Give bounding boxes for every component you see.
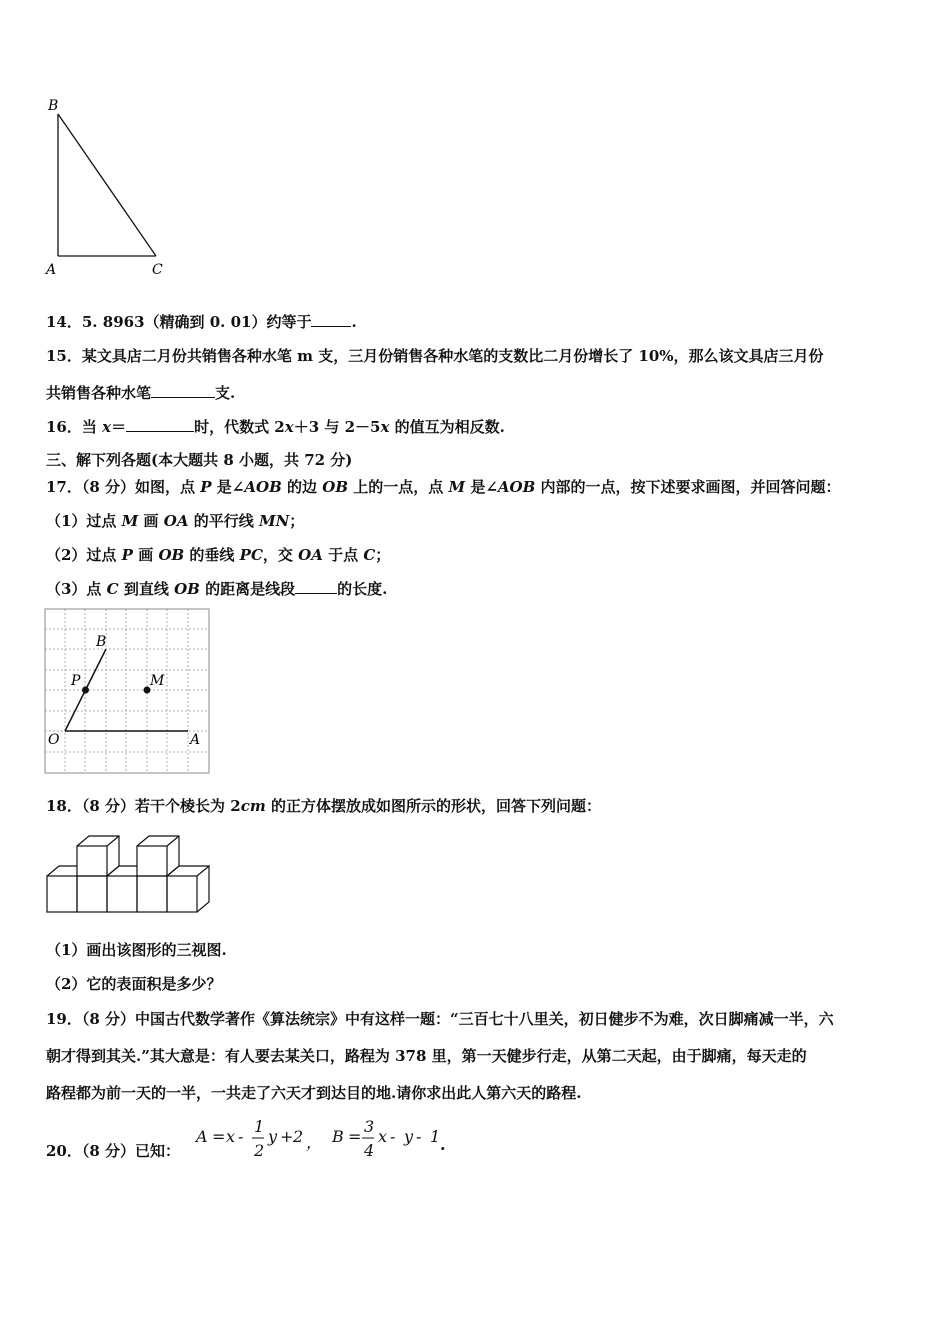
q17-head-b: 是∠ (216, 478, 245, 496)
q18-head-a: 18．（8 分）若干个棱长为 2 (46, 797, 241, 815)
q17-s1-mn: MN (258, 512, 290, 530)
q17-m: M (448, 478, 466, 496)
q17-s3-c: 的距离是线段 (205, 580, 296, 598)
question-15-line2 (46, 382, 235, 403)
q17-s3-cpt: C (106, 580, 119, 598)
q20-minus-2: - (390, 1127, 396, 1146)
question-18-step2: （2）它的表面积是多少？ (46, 975, 222, 993)
question-15-line1: 15．某文具店二月份共销售各种水笔 m 支，三月份销售各种水笔的支数比二月份增长了 10%，那么该文具店三月份 (46, 347, 824, 365)
q17-s1-c: 的平行线 (193, 512, 254, 530)
q17-s1-m: M (121, 512, 139, 530)
question-14 (46, 311, 357, 332)
q14-blank (311, 312, 351, 327)
grid-label-m: M (150, 673, 165, 689)
q17-head-d: 上的一点，点 (353, 478, 444, 496)
question-18-head (46, 795, 601, 816)
q15-pre: 共销售各种水笔 (46, 384, 152, 402)
q20-eq-1: = (212, 1127, 226, 1146)
q16-eq: ＝ (111, 418, 127, 436)
grid-label-o: O (48, 732, 60, 748)
q20-frac1-den: 2 (254, 1141, 265, 1160)
q16-mid2: ＋3 与 2－5 (293, 418, 381, 436)
q20-plus: + (280, 1127, 294, 1146)
q20-frac2-num: 3 (364, 1118, 375, 1136)
q15-post: 支. (215, 384, 236, 402)
question-17-head (46, 476, 841, 497)
q20-formula (192, 1118, 462, 1166)
q20-a-x: x (226, 1127, 236, 1146)
q20-a-const: 2 (293, 1127, 304, 1146)
q17-aob: AOB (244, 478, 282, 496)
q20-b-lhs: B (332, 1127, 344, 1146)
cubes-figure (44, 834, 220, 918)
q17-s2-oa: OA (298, 546, 323, 564)
q18-head-b: 的正方体摆放成如图所示的形状，回答下列问题： (270, 797, 601, 815)
q17-s2-d: ，交 (262, 546, 293, 564)
q20-a-lhs: A (196, 1127, 208, 1146)
question-20-head: 20．（8 分）已知： (46, 1142, 181, 1160)
question-17-step3 (46, 578, 387, 599)
q17-p: P (200, 478, 212, 496)
q17-ob: OB (322, 478, 348, 496)
q17-s2-f: ； (375, 546, 391, 564)
question-19-line2: 朝才得到其关.”其大意是：有人要去某关口，路程为 378 里，第一天健步行走，从第二天起，由于脚痛，每天走的 (46, 1047, 807, 1065)
question-17-step2 (46, 544, 390, 565)
question-17-step1 (46, 510, 304, 531)
question-19-line3: 路程都为前一天的一半，一共走了六天才到达目的地.请你求出此人第六天的路程. (46, 1084, 582, 1102)
q14-tail: . (351, 313, 357, 331)
q17-s3-d: 的长度. (337, 580, 388, 598)
q17-head-e: 是∠ (470, 478, 498, 496)
q16-var-x-3: x (380, 418, 390, 436)
q20-eq-2: = (348, 1127, 362, 1146)
q17-s1-b: 画 (143, 512, 159, 530)
q20-minus-1: - (238, 1127, 244, 1146)
q17-s2-c: 的垂线 (189, 546, 235, 564)
grid-label-p: P (71, 673, 81, 689)
q20-b-y: y (404, 1127, 414, 1146)
q20-frac1-num: 1 (254, 1118, 265, 1136)
q16-post: 的值互为相反数. (394, 418, 505, 436)
q16-var-x: x (102, 418, 112, 436)
q17-head-a: 17．（8 分）如图，点 (46, 478, 196, 496)
q16-var-x-2: x (284, 418, 294, 436)
q16-blank (126, 417, 194, 432)
q20-comma: ， (306, 1133, 323, 1152)
grid-figure (44, 608, 212, 776)
triangle-label-c: C (152, 262, 163, 278)
q16-pre: 16．当 (46, 418, 97, 436)
q17-s1-a: （1）过点 (46, 512, 117, 530)
q17-s2-a: （2）过点 (46, 546, 117, 564)
triangle-label-a: A (46, 262, 57, 278)
q20-b-const: 1 (430, 1127, 441, 1146)
q17-head-f: 内部的一点，按下述要求画图，并回答问题： (540, 478, 841, 496)
point-p (82, 687, 89, 694)
q20-b-x: x (378, 1127, 388, 1146)
q17-s2-b: 画 (138, 546, 154, 564)
q20-minus-3: - (416, 1127, 422, 1146)
q17-s1-oa: OA (163, 512, 189, 530)
q17-s1-d: ； (289, 512, 305, 530)
q17-blank (295, 579, 337, 594)
question-19-line1: 19．（8 分）中国古代数学著作《算法统宗》中有这样一题：“三百七十八里关，初日健步不为难，次日脚痛减一半，六 (46, 1010, 834, 1028)
q17-s2-ob: OB (158, 546, 185, 564)
q17-aob-2: AOB (497, 478, 536, 496)
question-18-step1: （1）画出该图形的三视图. (46, 941, 227, 959)
q17-s2-e: 于点 (328, 546, 359, 564)
q20-period: . (440, 1135, 446, 1154)
triangle-figure (40, 92, 180, 282)
section-3-title: 三、解下列各题(本大题共 8 小题，共 72 分) (46, 451, 353, 469)
triangle-label-b: B (48, 98, 59, 114)
grid-label-b: B (96, 634, 107, 650)
q17-s3-ob: OB (174, 580, 200, 598)
q17-s3-a: （3）点 (46, 580, 102, 598)
q20-frac2-den: 4 (364, 1141, 375, 1160)
q14-text: 14．5. 8963（精确到 0. 01）约等于 (46, 313, 312, 331)
question-16 (46, 416, 505, 437)
q15-blank (151, 383, 215, 398)
q17-s2-p: P (121, 546, 133, 564)
q18-cm: cm (240, 797, 266, 815)
q17-s2-pc: PC (239, 546, 263, 564)
q17-s3-b: 到直线 (123, 580, 169, 598)
q17-s2-cpt: C (363, 546, 376, 564)
grid-label-a: A (190, 732, 201, 748)
q17-head-c: 的边 (287, 478, 318, 496)
q16-mid: 时，代数式 2 (194, 418, 285, 436)
q20-a-y: y (268, 1127, 278, 1146)
